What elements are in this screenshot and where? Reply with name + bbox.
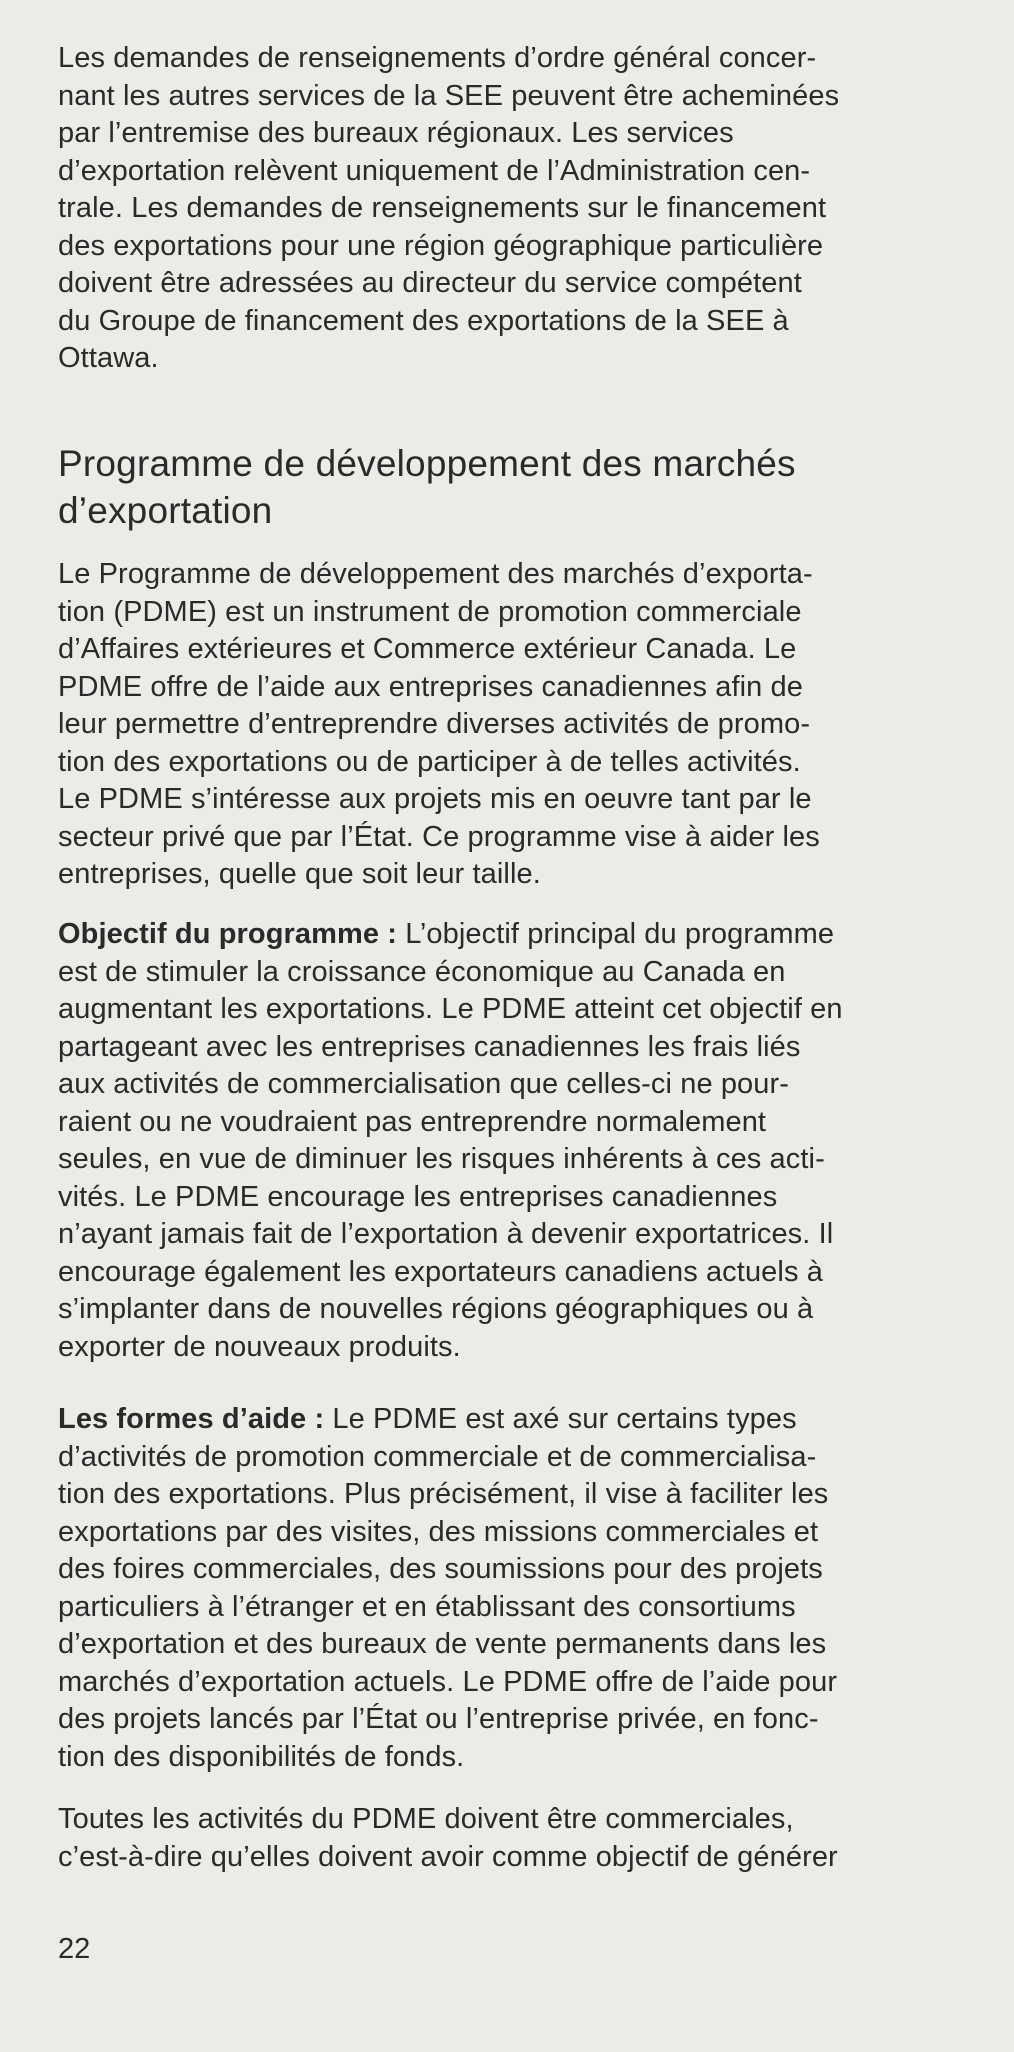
closing-paragraph: Toutes les activités du PDME doivent être commerciales, c’est-à-dire qu’elles doivent avoir comme objectif de générer [58,1803,838,1873]
forms-text: Le PDME est axé sur certains types d’activités de promotion commerciale et de commercialisa- tion des exportations. Plus précisément, il vise à faciliter les exportations par des visites, des missions commerciales et des foires commerciales, des soumissions pour des projets particuliers à l’étranger et en établissant des consortiums d’exportation et des bureaux de vente permanents dans les marchés d’exportation actuels. Le PDME offre de l’aide pour des projets lancés par l’État ou l’entreprise privée, en fonc- tion des disponibilités de fonds. [58,1403,838,1773]
objective-text: L’objectif principal du programme est de stimuler la croissance économique au Canada en augmentant les exportations. Le PDME atteint cet objectif en partageant avec les entreprises canadiennes les frais liés aux activités de commercialisation que celles-ci ne pour- raient ou ne voudraient pas entreprendre normalement seules, en vue de diminuer les risques inhérents à ces acti- vités. Le PDME encourage les entreprises canadiennes n’ayant jamais fait de l’exportation à devenir exportatrices. Il encourage également les exportateurs canadiens actuels à s’implanter dans de nouvelles régions géographiques ou à exporter de nouveaux produits. [58,918,843,1363]
intro-paragraph: Les demandes de renseignements d’ordre général concer- nant les autres services de la SEE peuvent être acheminées par l’entremise des bureaux régionaux. Les services d’exportation relèvent uniquement de l’Administration cen- trale. Les demandes de renseignements sur le financement des exportations pour une région géographique particulière doivent être adressées au directeur du service compétent du Groupe de financement des exportations de la SEE à Ottawa. [58,42,840,374]
forms-paragraph [58,1401,837,1776]
objective-label: Objectif du programme : [58,918,398,950]
section-intro-paragraph: Le Programme de développement des marchés d’exporta- tion (PDME) est un instrument de promotion commerciale d’Affaires extérieures et Commerce extérieur Canada. Le PDME offre de l’aide aux entreprises canadiennes afin de leur permettre d’entreprendre diverses activités de promo- tion des exportations ou de participer à de telles activités. Le PDME s’intéresse aux projets mis en oeuvre tant par le secteur privé que par l’État. Ce programme vise à aider les entreprises, quelle que soit leur taille. [58,558,820,890]
objective-paragraph [58,916,843,1366]
page-number: 22 [58,1933,91,1965]
forms-label: Les formes d’aide : [58,1403,325,1435]
section-heading: Programme de développement des marchés d’exportation [58,443,796,531]
